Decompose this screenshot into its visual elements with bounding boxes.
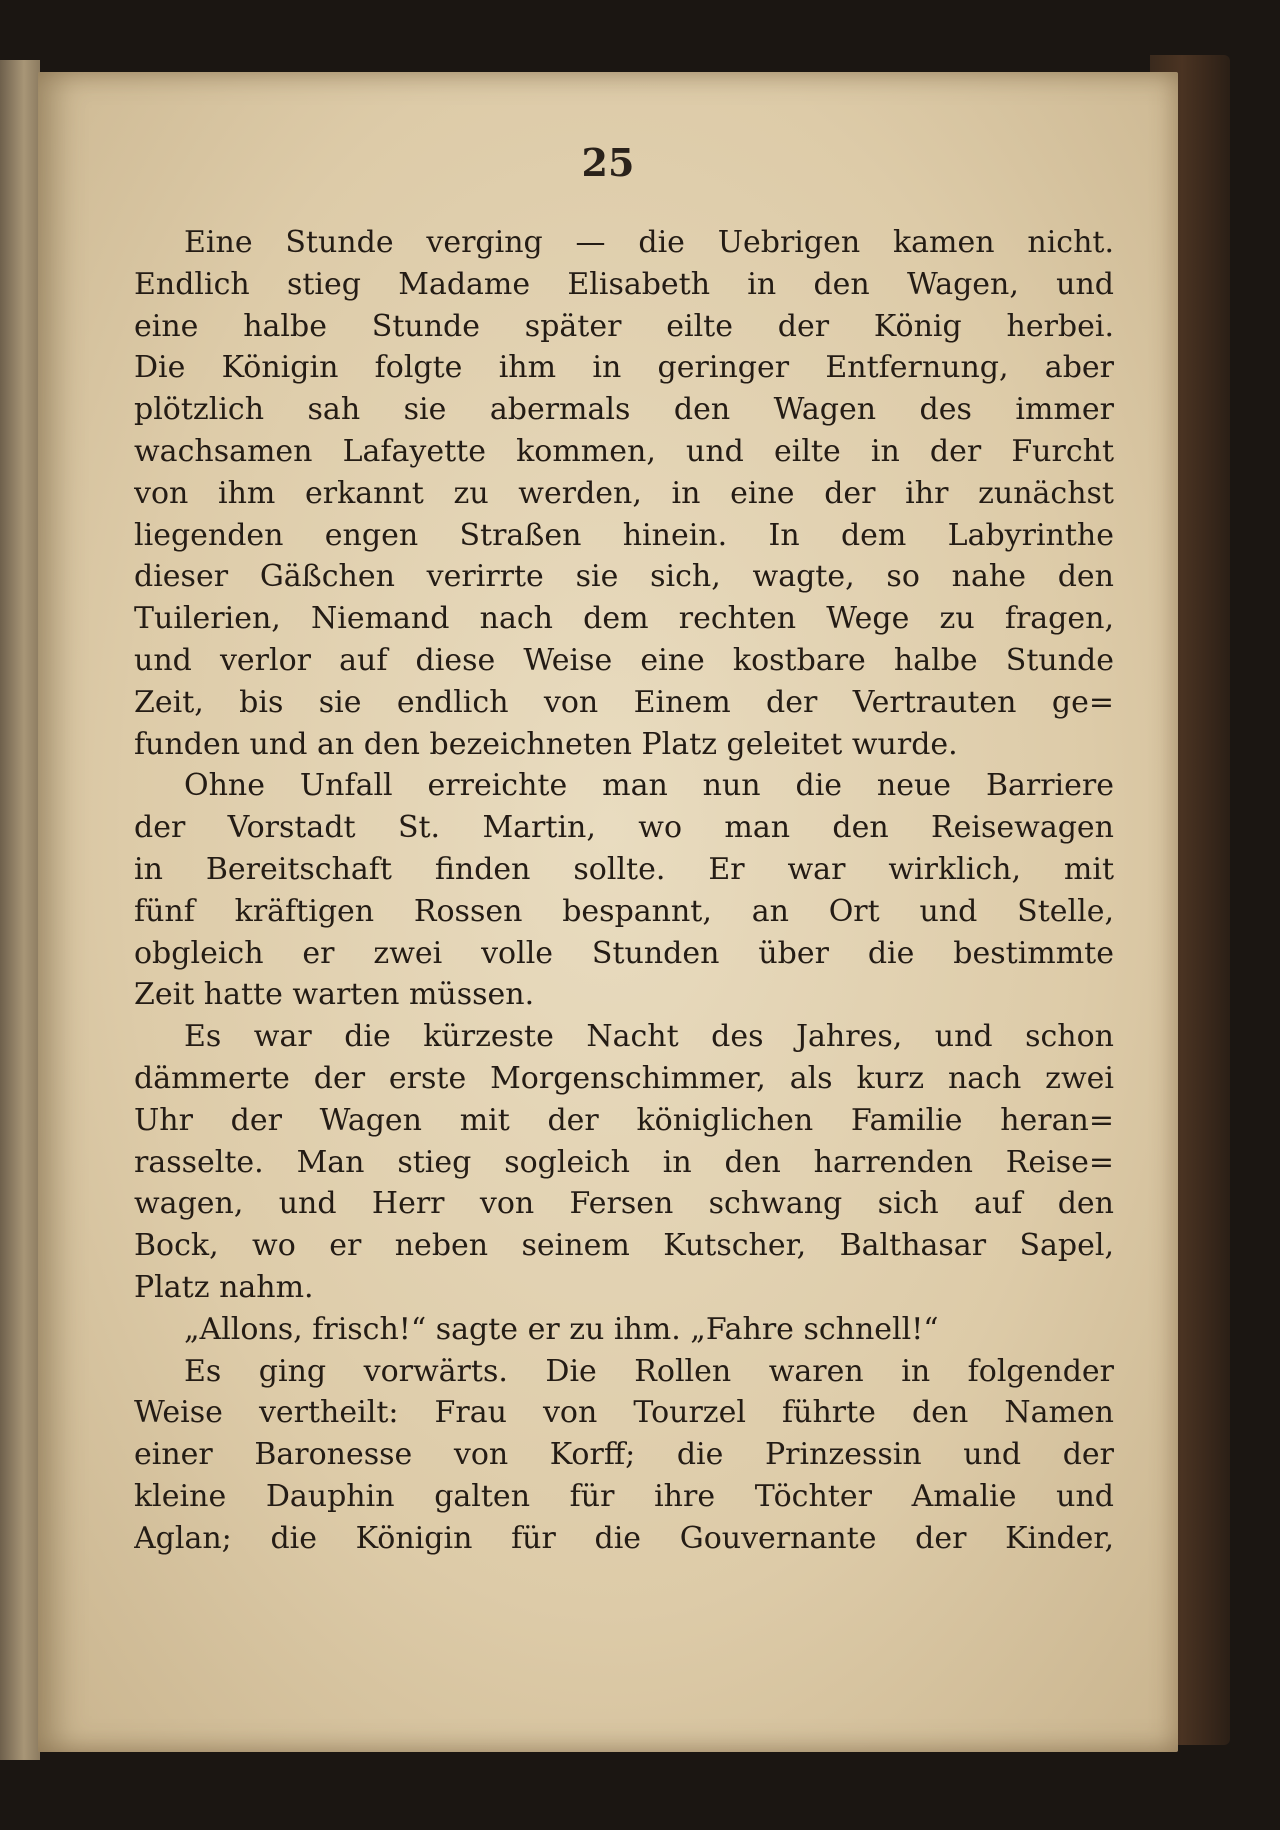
text-line: und verlor auf diese Weise eine kostbare halbe Stunde <box>134 642 1114 678</box>
text-line: Bock, wo er neben seinem Kutscher, Balthasar Sapel, <box>134 1228 1114 1264</box>
text-line: in Bereitschaft finden sollte. Er war wirklich, mit <box>134 851 1114 887</box>
text-line: rasselte. Man stieg sogleich in den harrenden Reise= <box>134 1144 1114 1180</box>
text-line: Ohne Unfall erreichte man nun die neue Barriere <box>184 768 1114 804</box>
text-line: liegenden engen Straßen hinein. In dem Labyrinthe <box>134 517 1114 553</box>
text-line: dieser Gäßchen verirrte sie sich, wagte, so nahe den <box>134 559 1114 595</box>
text-line: eine halbe Stunde später eilte der König herbei. <box>134 308 1114 344</box>
book-page <box>38 72 1178 1752</box>
text-line: Eine Stunde verging — die Uebrigen kamen nicht. <box>184 225 1114 260</box>
text-line: wagen, und Herr von Fersen schwang sich auf den <box>134 1186 1114 1222</box>
text-line: Aglan; die Königin für die Gouvernante der Kinder, <box>134 1520 1114 1556</box>
text-line: von ihm erkannt zu werden, in eine der ihr zunächst <box>134 475 1114 511</box>
text-block <box>134 222 1114 1560</box>
text-line: Uhr der Wagen mit der königlichen Familie heran= <box>134 1102 1114 1138</box>
text-line: Es ging vorwärts. Die Rollen waren in folgender <box>184 1353 1114 1389</box>
text-line: funden und an den bezeichneten Platz geleitet wurde. <box>134 726 958 762</box>
text-line: wachsamen Lafayette kommen, und eilte in der Furcht <box>134 433 1114 469</box>
text-line: Zeit hatte warten müssen. <box>134 977 535 1013</box>
page-number: 25 <box>581 140 635 185</box>
text-line: Endlich stieg Madame Elisabeth in den Wagen, und <box>134 266 1114 302</box>
text-line: Platz nahm. <box>134 1269 314 1305</box>
text-line: Zeit, bis sie endlich von Einem der Vertrauten ge= <box>134 684 1114 720</box>
left-page-edge <box>0 60 40 1760</box>
text-line: Es war die kürzeste Nacht des Jahres, und schon <box>184 1019 1114 1055</box>
text-line: Tuilerien, Niemand nach dem rechten Wege zu fragen, <box>134 601 1114 637</box>
text-line: fünf kräftigen Rossen bespannt, an Ort und Stelle, <box>134 893 1114 929</box>
text-line: Die Königin folgte ihm in geringer Entfernung, aber <box>134 350 1114 386</box>
text-line: plötzlich sah sie abermals den Wagen des immer <box>134 392 1114 428</box>
text-line: einer Baronesse von Korff; die Prinzessin und der <box>134 1437 1114 1473</box>
text-line: obgleich er zwei volle Stunden über die bestimmte <box>134 935 1114 971</box>
text-line: der Vorstadt St. Martin, wo man den Reisewagen <box>134 810 1114 846</box>
text-line: „Allons, frisch!“ sagte er zu ihm. „Fahre schnell!“ <box>184 1311 939 1347</box>
text-line: Weise vertheilt: Frau von Tourzel führte den Namen <box>134 1395 1114 1431</box>
text-line: kleine Dauphin galten für ihre Töchter Amalie und <box>134 1478 1114 1514</box>
text-line: dämmerte der erste Morgenschimmer, als kurz nach zwei <box>134 1060 1114 1096</box>
